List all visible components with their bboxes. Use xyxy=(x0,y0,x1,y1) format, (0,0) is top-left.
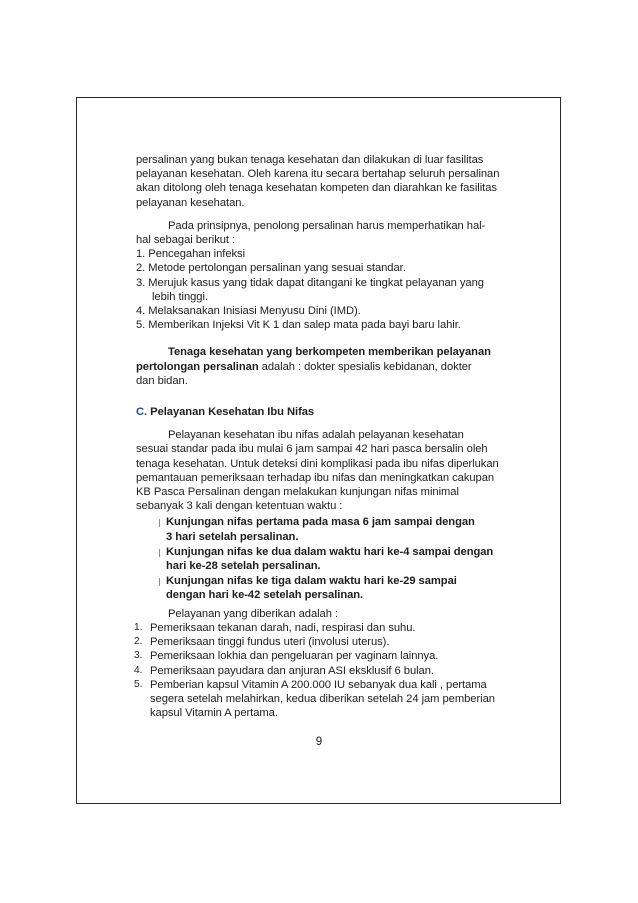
list-item xyxy=(136,515,536,543)
text-line: persalinan yang bukan tenaga kesehatan dan dilakukan di luar fasilitas xyxy=(136,154,484,166)
paragraph-continuation xyxy=(136,153,536,210)
list-item: 1. Pencegahan infeksi xyxy=(136,248,246,261)
paragraph-postpartum xyxy=(136,428,536,513)
section-letter: C. xyxy=(136,406,148,419)
list-number: 4. xyxy=(134,664,143,676)
services-list xyxy=(134,621,536,720)
list-item: 5. Memberikan Injeksi Vit K 1 dan salep mata pada bayi baru lahir. xyxy=(136,319,461,332)
bullet-icon: ❘ xyxy=(156,577,163,587)
text-line: sebanyak 3 kali dengan ketentuan waktu : xyxy=(136,500,343,513)
text-line: tenaga kesehatan. Untuk deteksi dini komplikasi pada ibu nifas diperlukan xyxy=(136,457,499,470)
list-number: 5. xyxy=(134,678,143,690)
list-item xyxy=(134,635,536,649)
list-item xyxy=(134,621,536,635)
text-line: pelayanan kesehatan. Oleh karena itu secara bertahap seluruh persalinan xyxy=(136,168,500,181)
text-line: hari ke-28 setelah persalinan. xyxy=(166,560,321,573)
text-line: Pelayanan kesehatan ibu nifas adalah pelayanan kesehatan xyxy=(168,429,464,442)
text-line: pelayanan kesehatan. xyxy=(136,196,245,209)
page-number: 9 xyxy=(315,736,323,748)
visit-list xyxy=(136,515,536,602)
text-line: kapsul Vitamin A pertama. xyxy=(150,707,278,720)
text-line: sesuai standar pada ibu mulai 6 jam sampai 42 hari pasca bersalin oleh xyxy=(136,443,488,456)
list-item-continuation: lebih tinggi. xyxy=(152,290,208,303)
list-number: 3. xyxy=(134,650,143,662)
text-line: Pemeriksaan lokhia dan pengeluaran per vaginam lainnya. xyxy=(150,650,439,663)
list-item xyxy=(136,545,536,573)
text-line: hal sebagai berikut : xyxy=(136,234,236,247)
list-item xyxy=(134,649,536,663)
list-item xyxy=(134,678,536,721)
list-number: 1. xyxy=(134,621,143,633)
text-line: 3 hari setelah persalinan. xyxy=(166,530,299,543)
list-item: 2. Metode pertolongan persalinan yang sesuai standar. xyxy=(136,262,406,275)
text-line: Pemeriksaan tinggi fundus uteri (involusi uterus). xyxy=(150,636,390,649)
text-line: Pemeriksaan tekanan darah, nadi, respirasi dan suhu. xyxy=(150,621,416,634)
text-line: pemantauan pemeriksaan terhadap ibu nifas dan meningkatkan cakupan xyxy=(136,471,495,484)
bold-text: Tenaga kesehatan yang berkompeten memberikan pelayanan xyxy=(168,346,491,359)
bullet-icon: ❘ xyxy=(156,518,163,528)
section-title: Pelayanan Kesehatan Ibu Nifas xyxy=(147,406,315,419)
text-segment: adalah : dokter spesialis kebidanan, dokter xyxy=(258,360,472,373)
text-line: dan bidan. xyxy=(136,374,188,387)
paragraph-principles-intro xyxy=(136,219,536,247)
services-intro xyxy=(136,607,536,621)
text-line: Kunjungan nifas ke tiga dalam waktu hari ke-29 sampai xyxy=(166,575,457,588)
paragraph-competent-staff xyxy=(136,345,536,388)
list-item xyxy=(134,664,536,678)
text-line: akan ditolong oleh tenaga kesehatan kompeten dan diarahkan ke fasilitas xyxy=(136,182,497,195)
bullet-icon: ❘ xyxy=(156,547,163,557)
bold-text: pertolongan persalinan xyxy=(136,360,259,373)
text-line: dengan hari ke-42 setelah persalinan. xyxy=(166,589,364,602)
list-number: 2. xyxy=(134,636,143,648)
list-item: 4. Melaksanakan Inisiasi Menyusu Dini (IMD). xyxy=(136,305,361,318)
text-line: Pemberian kapsul Vitamin A 200.000 IU sebanyak dua kali , pertama xyxy=(150,678,487,691)
text-line: KB Pasca Persalinan dengan melakukan kunjungan nifas minimal xyxy=(136,486,459,499)
text-line: Pelayanan yang diberikan adalah : xyxy=(168,607,339,620)
section-heading xyxy=(136,405,536,419)
list-item: 3. Merujuk kasus yang tidak dapat ditangani ke tingkat pelayanan yang xyxy=(136,276,484,289)
text-line: Kunjungan nifas ke dua dalam waktu hari ke-4 sampai dengan xyxy=(166,545,494,558)
principles-list xyxy=(136,247,536,332)
list-item xyxy=(136,574,536,602)
text-line: Pemeriksaan payudara dan anjuran ASI eksklusif 6 bulan. xyxy=(150,664,434,677)
text-line: Pada prinsipnya, penolong persalinan harus memperhatikan hal- xyxy=(168,219,486,232)
document-body xyxy=(136,153,536,720)
text-line: segera setelah melahirkan, kedua diberikan setelah 24 jam pemberian xyxy=(150,692,495,705)
text-line: Kunjungan nifas pertama pada masa 6 jam sampai dengan xyxy=(166,516,475,529)
